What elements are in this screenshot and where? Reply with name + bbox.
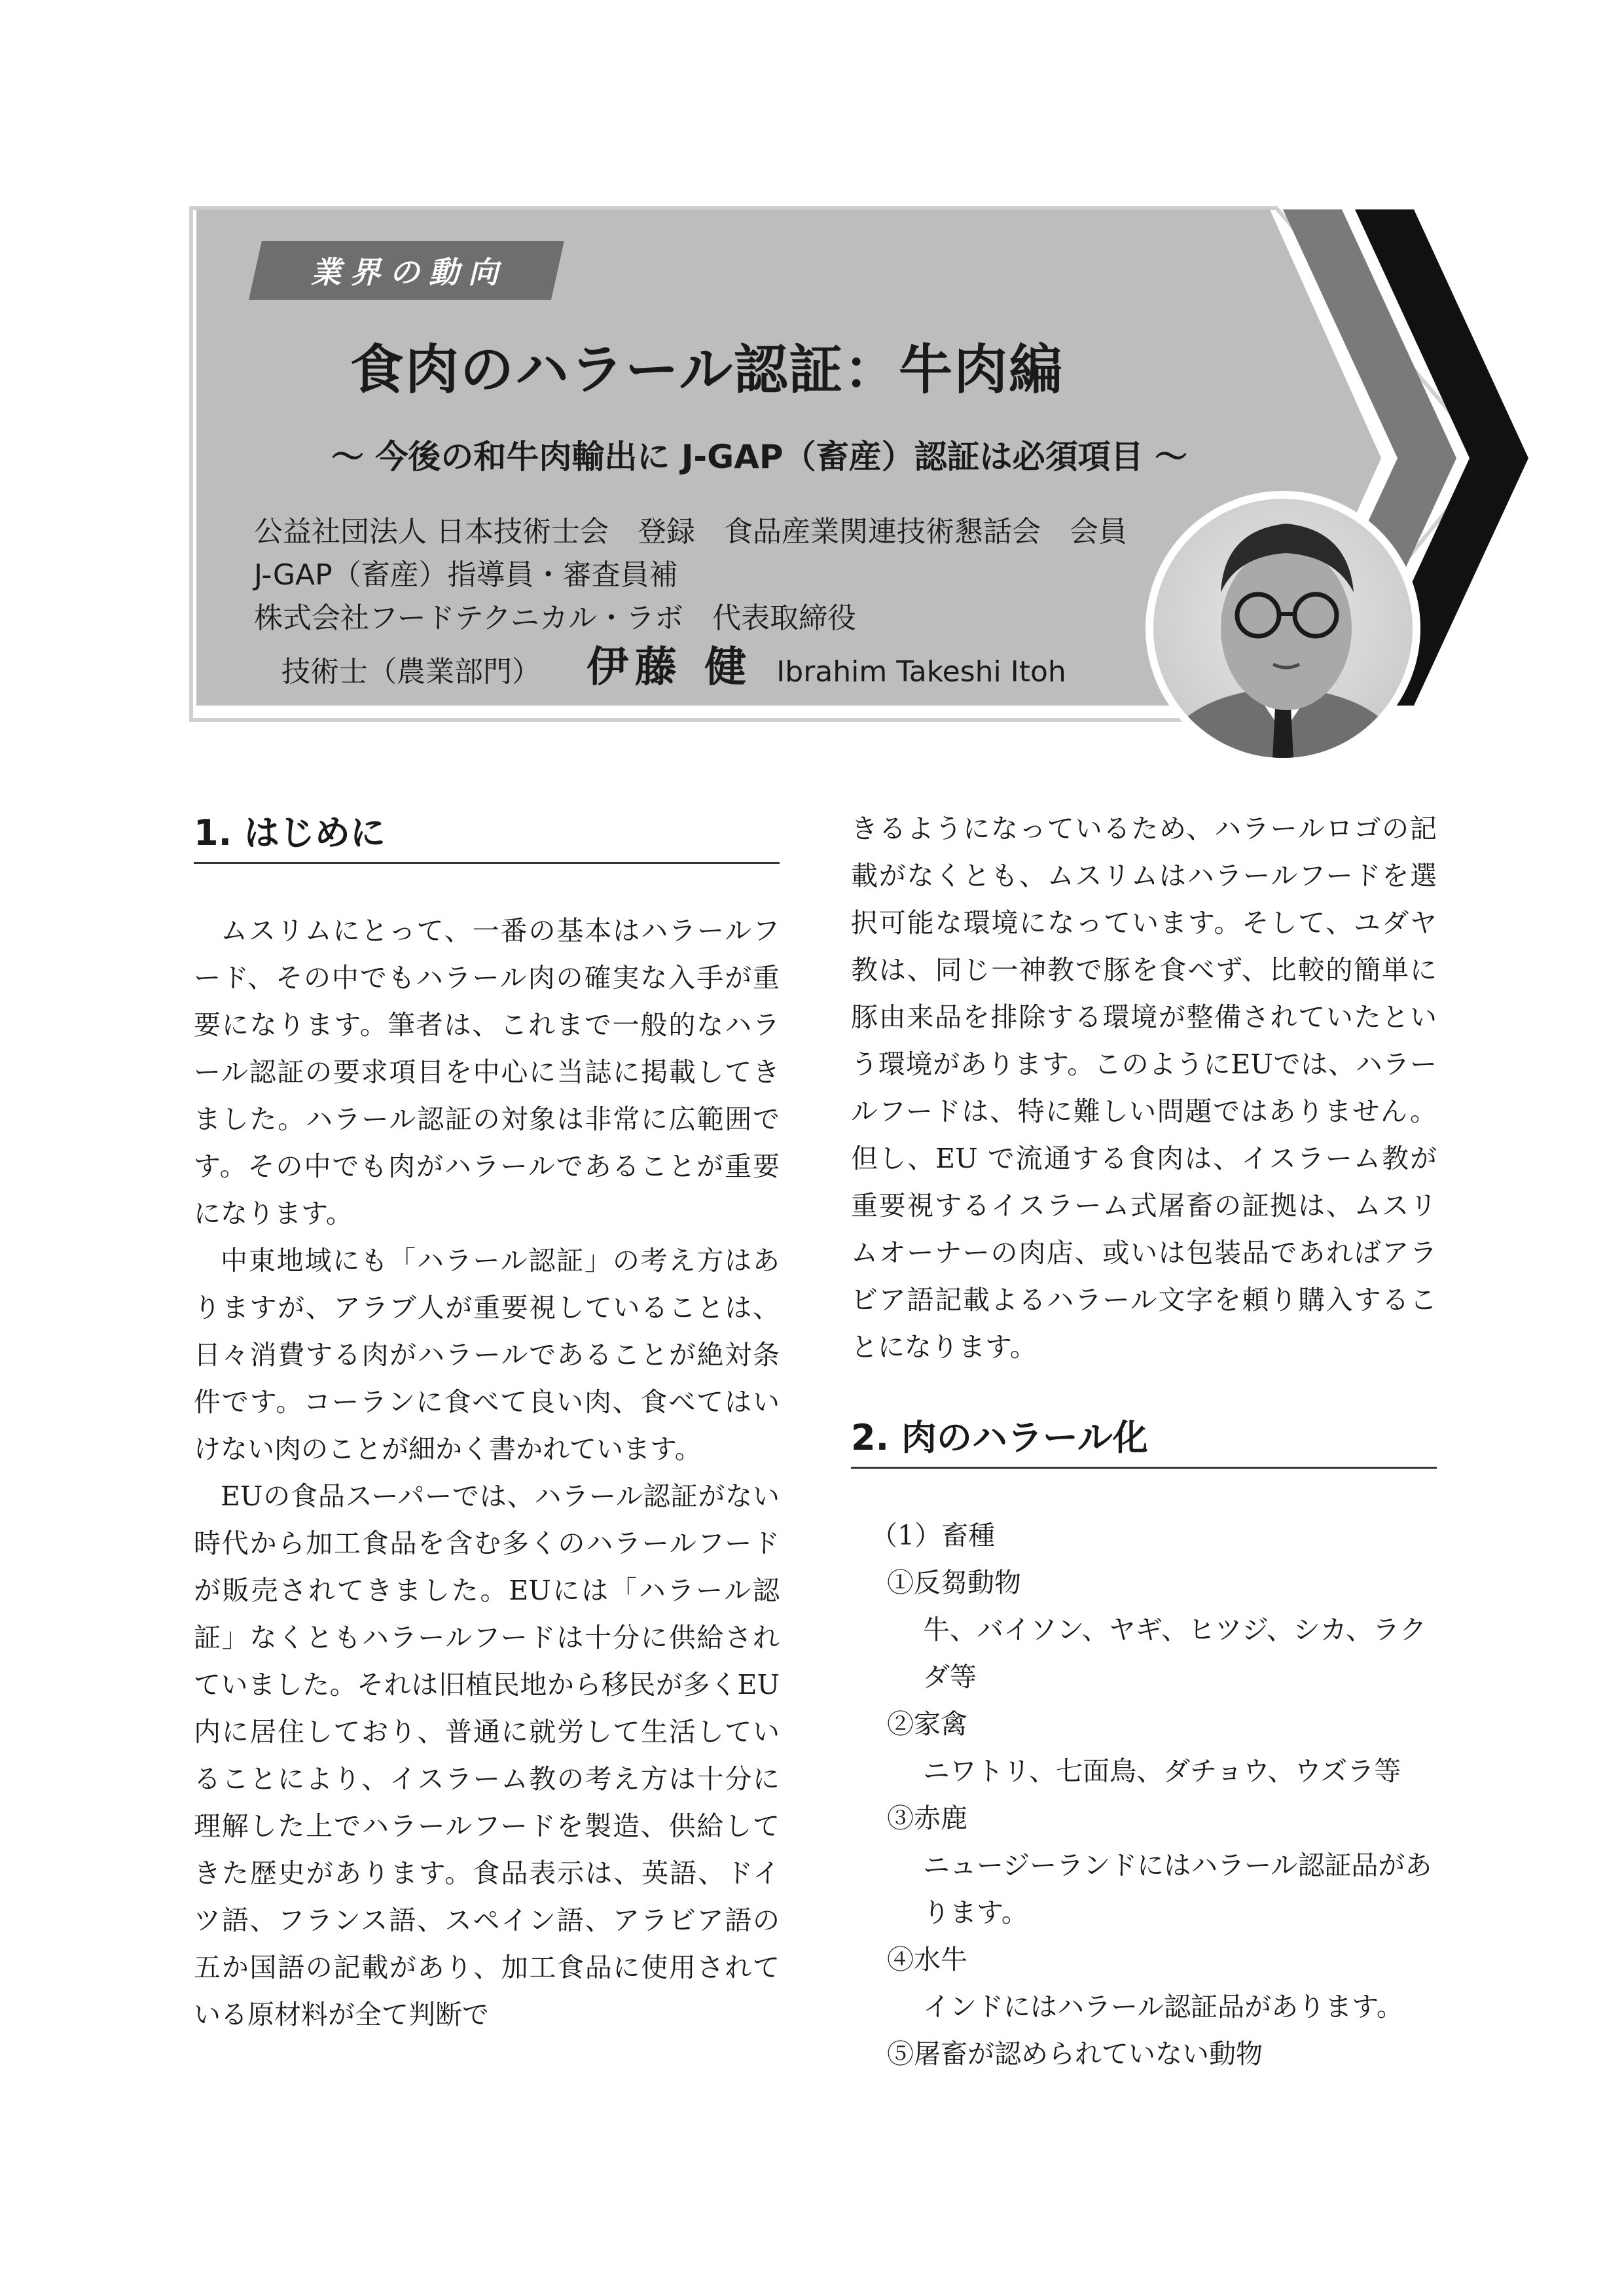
list-item-text: 牛、バイソン、ヤギ、ヒツジ、シカ、ラクダ等 [923, 1614, 1427, 1693]
paragraph: ムスリムにとって、一番の基本はハラールフード、その中でもハラール肉の確実な入手が重要になります。筆者は、これまで一般的なハラール認証の要求項目を中心に当誌に掲載してきました。ハラール認証の対象は非常に広範囲です。その中でも肉がハラールであることが重要になります。 [194, 915, 780, 1229]
article-title: 食肉のハラール認証：牛肉編 [350, 339, 1064, 401]
list-item-text: ニワトリ、七面鳥、ダチョウ、ウズラ等 [923, 1755, 1401, 1787]
author-portrait [1146, 491, 1420, 766]
article-subtitle: ～ 今後の和牛肉輸出に J-GAP（畜産）認証は必須項目 ～ [331, 438, 1187, 476]
author-title: 技術士（農業部門） [281, 655, 541, 689]
list-heading: （1）畜種 [871, 1520, 996, 1551]
author-name: 伊藤 健 [586, 643, 753, 692]
section-heading-introduction: 1. はじめに [194, 805, 780, 864]
paragraph: 中東地域にも「ハラール認証」の考え方はありますが、アラブ人が重要視していることは、日々消費する肉がハラールであることが絶対条件です。コーランに食べて良い肉、食べてはいけない肉のことが細かく書かれています。 [194, 1245, 780, 1465]
paragraph-continued: きるようになっているため、ハラールロゴの記載がなくとも、ムスリムはハラールフードを選択可能な環境になっています。そして、ユダヤ教は、同じ一神教で豚を食べず、比較的簡単に豚由来品を排除する環境が整備されていたという環境があります。このようにEUでは、ハラールフードは、特に難しい問題ではありません。但し、EU で流通する食肉は、イスラーム教が重要視するイスラーム式屠畜の証拠は、ムスリムオーナーの肉店、或いは包装品であればアラビア語記載よるハラール文字を頼り購入することになります。 [851, 813, 1437, 1363]
left-column [194, 805, 780, 2038]
list-item-label: ③赤鹿 [887, 1803, 967, 1834]
list-item-label: ⑤屠畜が認められていない動物 [887, 2038, 1263, 2070]
list-item-text: インドにはハラール認証品があります。 [923, 1991, 1403, 2022]
list-item-label: ④水牛 [887, 1944, 967, 1975]
affiliation-line: 株式会社フードテクニカル・ラボ 代表取締役 [254, 601, 857, 635]
affiliation-line: J-GAP（畜産）指導員・審査員補 [254, 558, 678, 592]
list-item-text: ニュージーランドにはハラール認証品があります。 [923, 1850, 1432, 1928]
section-heading-halal-meat: 2. 肉のハラール化 [851, 1410, 1437, 1469]
category-tag: 業界の動向 [311, 255, 507, 290]
right-column [851, 805, 1437, 2077]
paragraph: EUの食品スーパーでは、ハラール認証がない時代から加工食品を含む多くのハラールフードが販売されてきました。EUには「ハラール認証」なくともハラールフードは十分に供給されていました。それは旧植民地から移民が多くEU内に居住しており、普通に就労して生活していることにより、イスラーム教の考え方は十分に理解した上でハラールフードを製造、供給してきた歴史があります。食品表示は、英語、ドイツ語、フランス語、スペイン語、アラビア語の五か国語の記載があり、加工食品に使用されている原材料が全て判断で [194, 1480, 780, 2030]
list-item-label: ①反芻動物 [887, 1567, 1021, 1598]
list-item-label: ②家禽 [887, 1708, 967, 1740]
author-roman-name: Ibrahim Takeshi Itoh [776, 655, 1066, 689]
author-line [281, 634, 1066, 694]
affiliation-line: 公益社団法人 日本技術士会 登録 食品産業関連技術懇話会 会員 [254, 515, 1127, 548]
